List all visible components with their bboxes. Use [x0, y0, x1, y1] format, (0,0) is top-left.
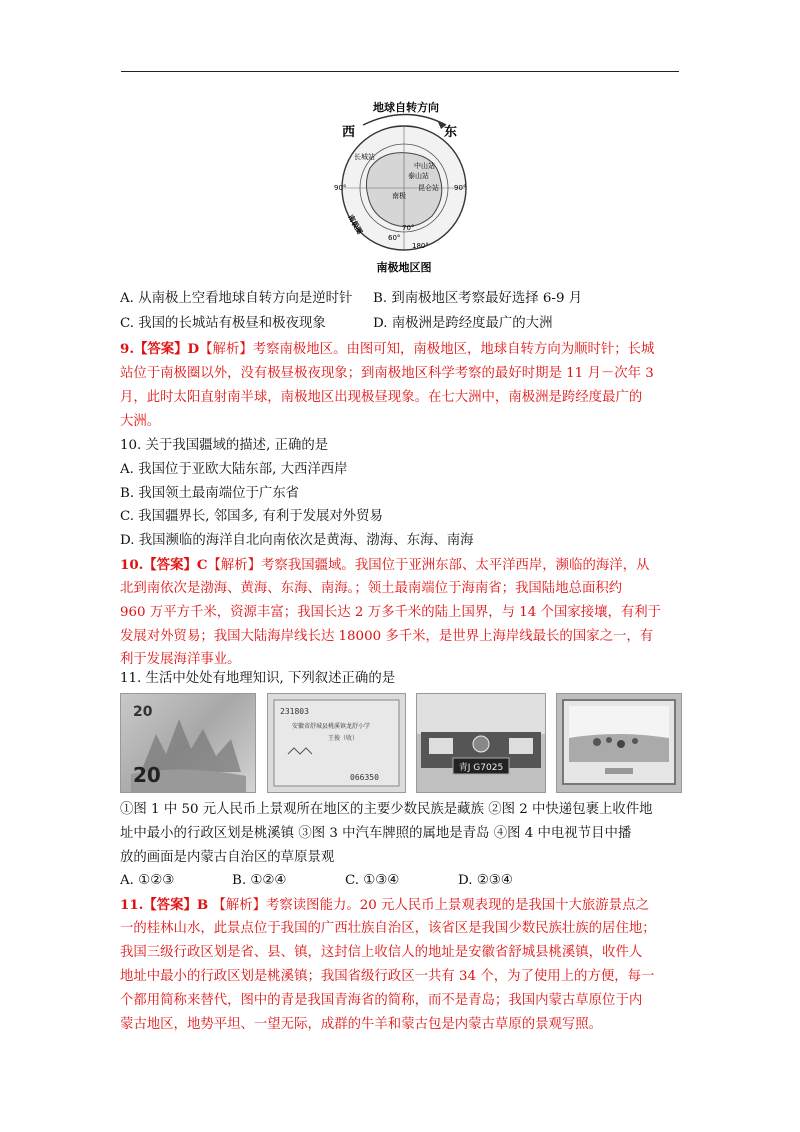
- rotation-arrow: [363, 115, 446, 126]
- q10-answer-line-3: 960 万平方千米，资源丰富；我国长达 2 万多千米的陆上国界，与 14 个国家接壤，有利于: [120, 605, 662, 620]
- q10-answer-tag: 【答案】: [143, 557, 197, 573]
- q11-answer-line-3: 我国三级行政区划是省、县、镇，这封信上收信人的地址是安徽省舒城县桃溪镇，收件人: [120, 945, 643, 960]
- longitude-90w-label: 90°: [334, 184, 347, 192]
- q10-answer-line-4: 发展对外贸易；我国大陆海岸线长达 18000 多千米，是世界上海岸线最长的国家之一，有: [120, 629, 654, 644]
- figure-caption: 南极地区图: [376, 261, 432, 274]
- q11-option-d: D. ②③④: [458, 873, 513, 888]
- q9-answer-text-1: 【解析】考察南极地区。由图可知，南极地区，地球自转方向为顺时针；长城: [199, 342, 655, 357]
- q11-answer-line-2: 一的桂林山水，此景点位于我国的广西壮族自治区，该省区是我国少数民族壮族的居住地；: [120, 921, 656, 936]
- q11-description-line-3: 放的画面是内蒙古自治区的草原景观: [120, 850, 335, 865]
- q11-answer-text-1: 【解析】考察读图能力。20 元人民币上景观表现的是我国十大旅游景点之: [208, 898, 649, 913]
- zhongshan-station-label: 中山站: [414, 162, 435, 170]
- q9-answer-line-2: 站位于南极圈以外，没有极昼极夜现象；到南极地区科学考察的最好时期是 11 月－次年 3: [120, 366, 654, 381]
- q10-answer-line-1: [120, 557, 649, 574]
- photo-4-tv-screen: [556, 693, 682, 793]
- q11-answer-line-6: 蒙古地区，地势平坦、一望无际，成群的牛羊和蒙古包是内蒙古草原的景观写照。: [120, 1017, 603, 1032]
- q10-option-b: B. 我国领土最南端位于广东省: [120, 486, 300, 501]
- antarctica-map-figure: [328, 98, 478, 276]
- banknote-graphic: [121, 694, 255, 792]
- q11-answer-line-4: 地址中最小的行政区划是桃溪镇；我国省级行政区一共有 34 个，为了使用上的方便，每一: [120, 969, 655, 984]
- parcel-postcode: 231803: [280, 707, 309, 716]
- q11-answer-tag: 【答案】: [143, 897, 197, 913]
- q11-stem: 11. 生活中处处有地理知识, 下列叙述正确的是: [120, 671, 396, 686]
- q10-option-d: D. 我国濒临的海洋自北向南依次是黄海、渤海、东海、南海: [120, 533, 474, 548]
- q10-option-c: C. 我国疆界长, 邻国多, 有利于发展对外贸易: [120, 509, 383, 524]
- rotation-direction-label: 地球自转方向: [373, 101, 439, 114]
- q11-answer-number: 11.: [120, 897, 144, 913]
- q10-answer-text-1: 【解析】考察我国疆域。我国位于亚洲东部、太平洋西岸，濒临的海洋，从: [207, 558, 650, 573]
- q11-option-c: C. ①③④: [345, 873, 400, 888]
- photo-2-parcel-label: [267, 693, 406, 793]
- taishan-station-label: 泰山站: [408, 172, 429, 180]
- q11-description-line-1: ①图 1 中 50 元人民币上景观所在地区的主要少数民族是藏族 ②图 2 中快递包裹上收件地: [120, 802, 653, 817]
- latitude-60-label: 60°: [388, 234, 401, 242]
- q9-answer-letter: D: [187, 341, 200, 357]
- latitude-70-label: 70°: [402, 224, 415, 232]
- photo-1-banknote: [120, 693, 256, 793]
- q9-option-b: B. 到南极地区考察最好选择 6-9 月: [373, 291, 583, 306]
- parcel-recipient: 王俊（收）: [328, 735, 359, 742]
- q11-option-a: A. ①②③: [120, 873, 175, 888]
- longitude-180-label: 180°: [412, 242, 429, 250]
- q11-answer-line-5: 个都用简称来替代，图中的青是我国青海省的简称，而不是青岛；我国内蒙古草原位于内: [120, 993, 643, 1008]
- q11-description-line-2: 址中最小的行政区划是桃溪镇 ③图 3 中汽车牌照的属地是青岛 ④图 4 中电视节目中播: [120, 826, 632, 841]
- q9-answer-line-3: 月，此时太阳直射南半球，南极地区出现极昼现象。在七大洲中，南极洲是跨经度最广的: [120, 390, 643, 405]
- q9-answer-line-4: 大洲。: [120, 414, 161, 429]
- west-label: 西: [342, 125, 356, 140]
- q9-answer-tag: 【答案】: [133, 341, 188, 357]
- photo-3-car-plate: [416, 693, 546, 793]
- parcel-address: 安徽省舒城县桃溪镇龙舒小学: [292, 723, 371, 730]
- changcheng-station-label: 长城站: [354, 153, 375, 161]
- q10-stem: 10. 关于我国疆域的描述, 正确的是: [120, 438, 329, 453]
- kunlun-station-label: 昆仑站: [418, 184, 439, 192]
- q9-option-d: D. 南极洲是跨经度最广的大洲: [373, 316, 553, 331]
- q9-option-c: C. 我国的长城站有极昼和极夜现象: [120, 316, 326, 331]
- antarctic-circle-label: 南极圈: [346, 213, 364, 236]
- q10-option-a: A. 我国位于亚欧大陆东部, 大西洋西岸: [120, 462, 348, 477]
- header-rule: [121, 71, 679, 72]
- parcel-label-graphic: [268, 694, 405, 792]
- q11-answer-line-1: [120, 897, 649, 914]
- longitude-90e-label: 90°: [454, 184, 467, 192]
- q11-option-b: B. ①②④: [232, 873, 287, 888]
- car-front-graphic: [417, 694, 545, 792]
- banknote-denomination-bottom: 20: [133, 763, 161, 787]
- q10-answer-line-2: 北到南依次是渤海、黄海、东海、南海。；领土最南端位于海南省；我国陆地总面积约: [120, 581, 623, 596]
- east-label: 东: [444, 125, 458, 140]
- q10-answer-number: 10.: [120, 557, 144, 573]
- license-plate-text: 青J G7025: [458, 763, 504, 773]
- q9-answer-line-1: [120, 341, 654, 358]
- south-pole-label: 南极: [392, 192, 406, 200]
- q10-answer-line-5: 利于发展海洋事业。: [120, 652, 241, 667]
- q9-option-a: A. 从南极上空看地球自转方向是逆时针: [120, 291, 353, 306]
- parcel-sender-code: 066350: [350, 773, 379, 782]
- tv-screen-graphic: [557, 694, 681, 792]
- q9-answer-number: 9.: [120, 341, 134, 357]
- banknote-denomination-top: 20: [133, 704, 153, 720]
- q11-answer-letter: B: [196, 897, 209, 913]
- q10-answer-letter: C: [196, 557, 208, 573]
